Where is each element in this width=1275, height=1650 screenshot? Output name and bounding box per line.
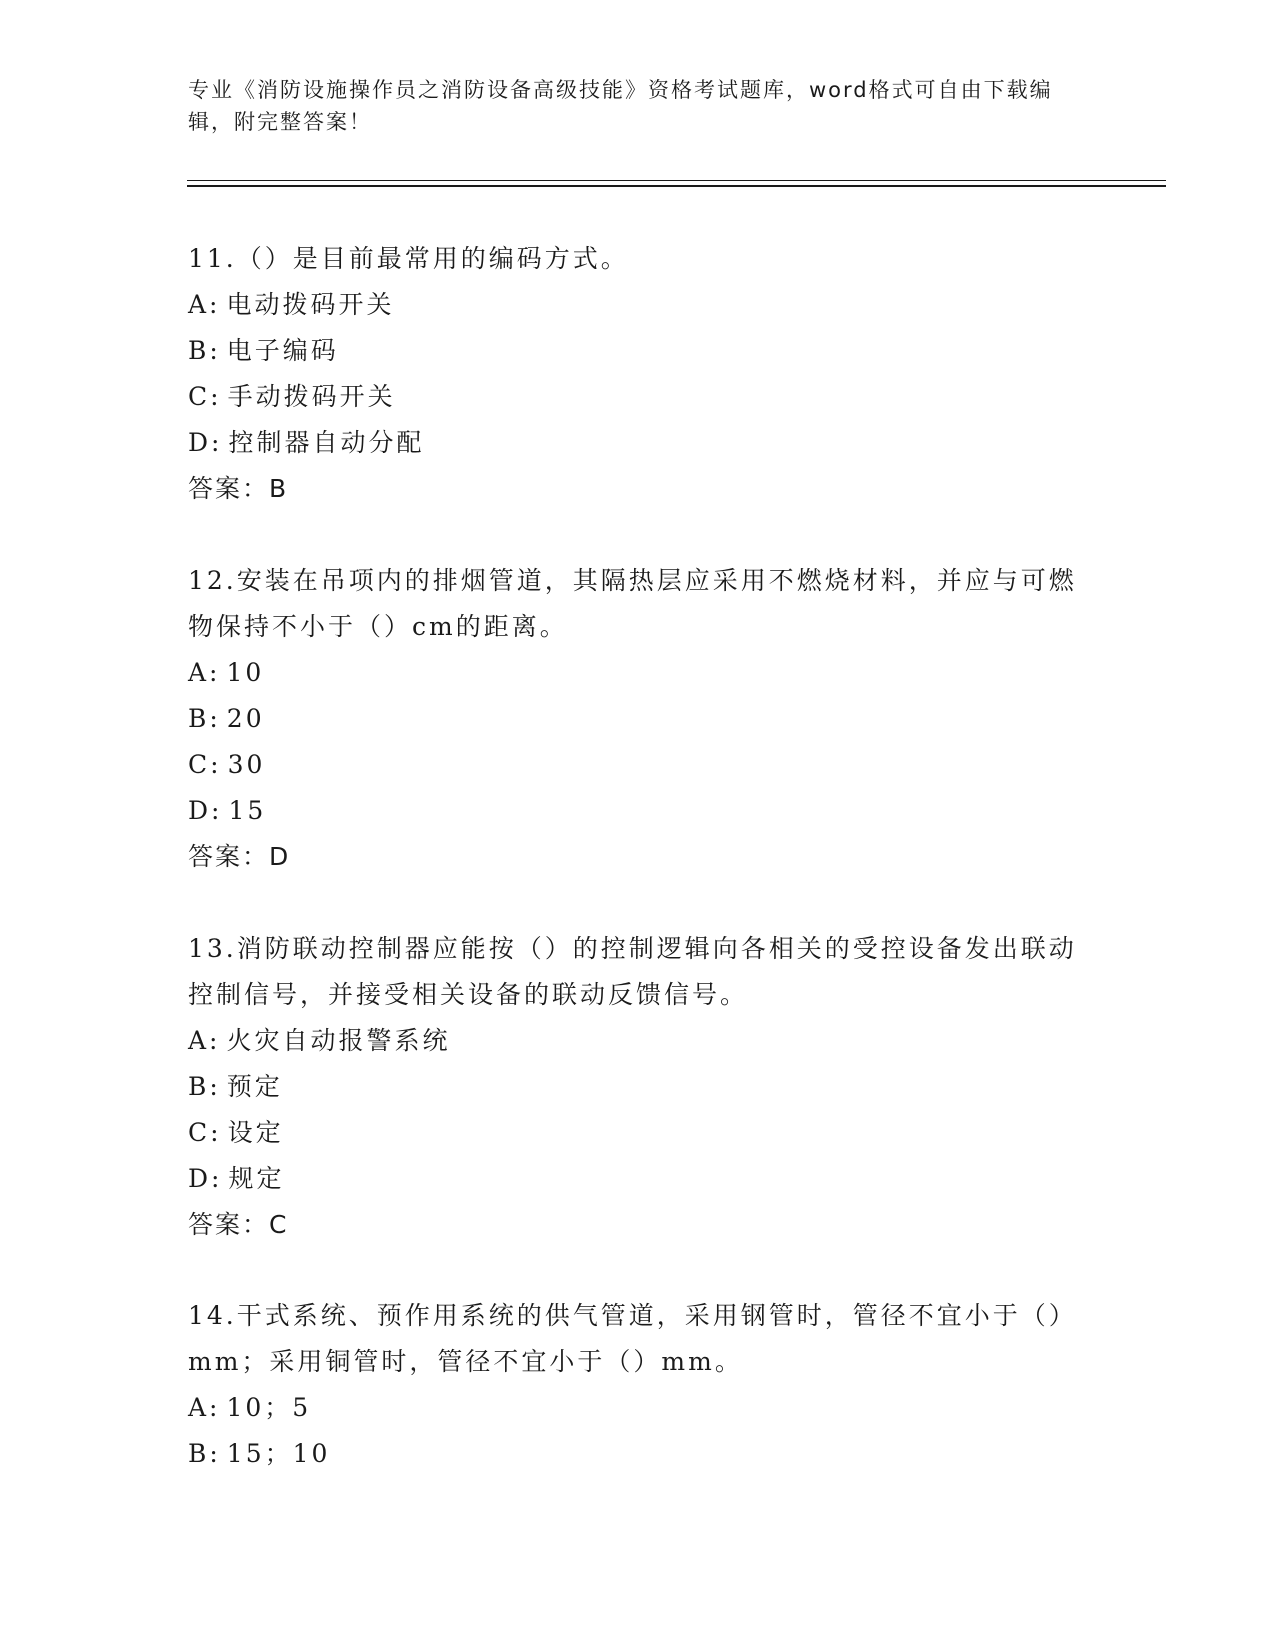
option-label: D: — [188, 1164, 223, 1193]
answer-line: 答案：C — [188, 1210, 289, 1239]
option-c — [188, 742, 1088, 788]
question-stem: 12.安装在吊项内的排烟管道，其隔热层应采用不燃烧材料，并应与可燃物保持不小于（）cm的距离。 — [188, 566, 1077, 641]
option-label: A: — [188, 290, 221, 319]
option-b — [188, 1431, 1088, 1477]
option-text: 15；10 — [226, 1439, 331, 1468]
option-text: 10 — [226, 658, 265, 687]
option-b — [188, 1064, 1088, 1110]
question-stem: 11.（）是目前最常用的编码方式。 — [188, 244, 629, 273]
option-a — [188, 1385, 1088, 1431]
option-text: 15 — [228, 796, 267, 825]
option-label: B: — [188, 704, 221, 733]
option-text: 控制器自动分配 — [228, 428, 425, 457]
option-c — [188, 374, 1088, 420]
header-divider-bottom — [187, 185, 1166, 187]
option-text: 设定 — [227, 1118, 284, 1147]
option-text: 火灾自动报警系统 — [226, 1026, 451, 1055]
option-text: 预定 — [226, 1072, 283, 1101]
option-label: A: — [188, 1026, 221, 1055]
option-label: B: — [188, 1439, 221, 1468]
answer-line: 答案：D — [188, 842, 291, 871]
option-text: 30 — [227, 750, 266, 779]
option-label: A: — [188, 1393, 221, 1422]
option-a — [188, 282, 1088, 328]
option-text: 10；5 — [226, 1393, 312, 1422]
question-11 — [188, 236, 1088, 512]
option-b — [188, 328, 1088, 374]
option-label: B: — [188, 1072, 221, 1101]
option-label: C: — [188, 382, 222, 411]
option-text: 电子编码 — [226, 336, 339, 365]
option-label: C: — [188, 1118, 222, 1147]
option-d — [188, 1156, 1088, 1202]
header-divider-top — [187, 180, 1166, 181]
answer-line: 答案：B — [188, 474, 289, 503]
option-text: 规定 — [228, 1164, 285, 1193]
question-12 — [188, 558, 1088, 880]
option-c — [188, 1110, 1088, 1156]
option-text: 电动拨码开关 — [226, 290, 395, 319]
option-label: A: — [188, 658, 221, 687]
question-13 — [188, 926, 1088, 1248]
option-a — [188, 1018, 1088, 1064]
question-stem: 14.干式系统、预作用系统的供气管道，采用钢管时，管径不宜小于（）mm；采用铜管时，管径不宜小于（）mm。 — [188, 1301, 1077, 1376]
option-a — [188, 650, 1088, 696]
option-d — [188, 788, 1088, 834]
option-text: 20 — [226, 704, 265, 733]
option-label: D: — [188, 428, 223, 457]
option-d — [188, 420, 1088, 466]
option-label: D: — [188, 796, 223, 825]
question-stem: 13.消防联动控制器应能按（）的控制逻辑向各相关的受控设备发出联动控制信号，并接受相关设备的联动反馈信号。 — [188, 934, 1077, 1009]
document-header: 专业《消防设施操作员之消防设备高级技能》资格考试题库，word格式可自由下载编辑，附完整答案！ — [188, 78, 1053, 134]
option-text: 手动拨码开关 — [227, 382, 396, 411]
question-14 — [188, 1293, 1088, 1477]
option-label: C: — [188, 750, 222, 779]
option-b — [188, 696, 1088, 742]
option-label: B: — [188, 336, 221, 365]
